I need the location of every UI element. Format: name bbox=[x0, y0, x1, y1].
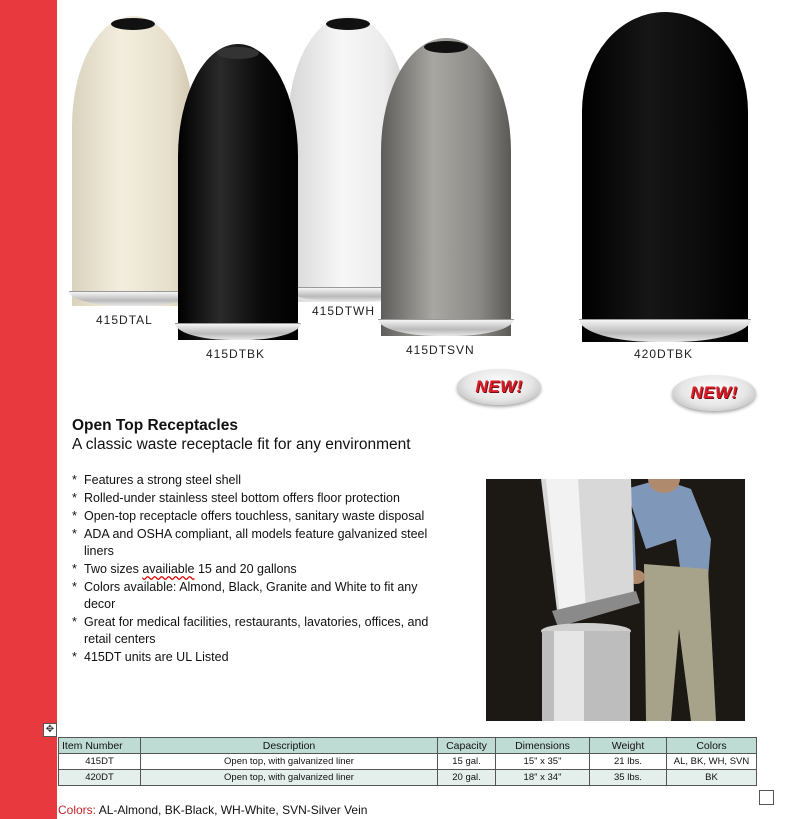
table-row bbox=[59, 770, 757, 786]
colors-legend-label: Colors: bbox=[58, 803, 97, 817]
label-415dtal: 415DTAL bbox=[96, 313, 153, 327]
almond-receptacle-image bbox=[72, 16, 194, 306]
feature-item: * Two sizes availiable 15 and 20 gallons bbox=[72, 561, 447, 578]
move-handle-icon[interactable]: ✥ bbox=[43, 723, 57, 737]
specification-table bbox=[58, 737, 757, 786]
feature-list bbox=[72, 472, 447, 667]
red-side-bar bbox=[0, 0, 57, 819]
page-corner-marker bbox=[759, 790, 774, 805]
header-dimensions: Dimensions bbox=[496, 738, 590, 754]
header-colors: Colors bbox=[667, 738, 757, 754]
cell-description: Open top, with galvanized liner bbox=[141, 770, 438, 786]
label-415dtsvn: 415DTSVN bbox=[406, 343, 475, 357]
feature-item: * Rolled-under stainless steel bottom offers floor protection bbox=[72, 490, 447, 507]
feature-item: * Features a strong steel shell bbox=[72, 472, 447, 489]
black-20gal-receptacle-image bbox=[582, 12, 748, 342]
header-capacity: Capacity bbox=[438, 738, 496, 754]
feature-item: * 415DT units are UL Listed bbox=[72, 649, 447, 666]
feature-item: * ADA and OSHA compliant, all models feature galvanized steel liners bbox=[72, 526, 447, 560]
label-420dtbk: 420DTBK bbox=[634, 347, 694, 361]
label-415dtbk: 415DTBK bbox=[206, 347, 266, 361]
new-badge-icon: NEW! bbox=[457, 369, 541, 405]
cell-weight: 21 lbs. bbox=[590, 754, 667, 770]
cell-item-number: 420DT bbox=[59, 770, 141, 786]
new-badge-icon: NEW! bbox=[672, 375, 756, 411]
cell-description: Open top, with galvanized liner bbox=[141, 754, 438, 770]
table-row bbox=[59, 754, 757, 770]
header-item-number: Item Number bbox=[59, 738, 141, 754]
section-title: Open Top Receptacles bbox=[72, 417, 238, 434]
cell-capacity: 20 gal. bbox=[438, 770, 496, 786]
cell-weight: 35 lbs. bbox=[590, 770, 667, 786]
cell-colors: BK bbox=[667, 770, 757, 786]
label-415dtwh: 415DTWH bbox=[312, 304, 376, 318]
feature-item: * Colors available: Almond, Black, Granite and White to fit any decor bbox=[72, 579, 447, 613]
black-receptacle-image bbox=[178, 44, 298, 340]
silver-vein-receptacle-image bbox=[381, 38, 511, 336]
cell-dimensions: 18" x 34" bbox=[496, 770, 590, 786]
cell-item-number: 415DT bbox=[59, 754, 141, 770]
feature-item: * Open-top receptacle offers touchless, sanitary waste disposal bbox=[72, 508, 447, 525]
cell-dimensions: 15" x 35" bbox=[496, 754, 590, 770]
header-description: Description bbox=[141, 738, 438, 754]
cell-capacity: 15 gal. bbox=[438, 754, 496, 770]
colors-legend-text: AL-Almond, BK-Black, WH-White, SVN-Silver Vein bbox=[96, 803, 368, 817]
colors-legend bbox=[58, 803, 367, 817]
section-subtitle: A classic waste receptacle fit for any environment bbox=[72, 436, 411, 453]
product-in-use-photo bbox=[486, 479, 745, 721]
misspelled-word: availiable bbox=[142, 562, 195, 576]
table-header-row bbox=[59, 738, 757, 754]
man-lifting-receptacle-photo bbox=[486, 479, 745, 721]
cell-colors: AL, BK, WH, SVN bbox=[667, 754, 757, 770]
header-weight: Weight bbox=[590, 738, 667, 754]
feature-item: * Great for medical facilities, restaurants, lavatories, offices, and retail centers bbox=[72, 614, 447, 648]
